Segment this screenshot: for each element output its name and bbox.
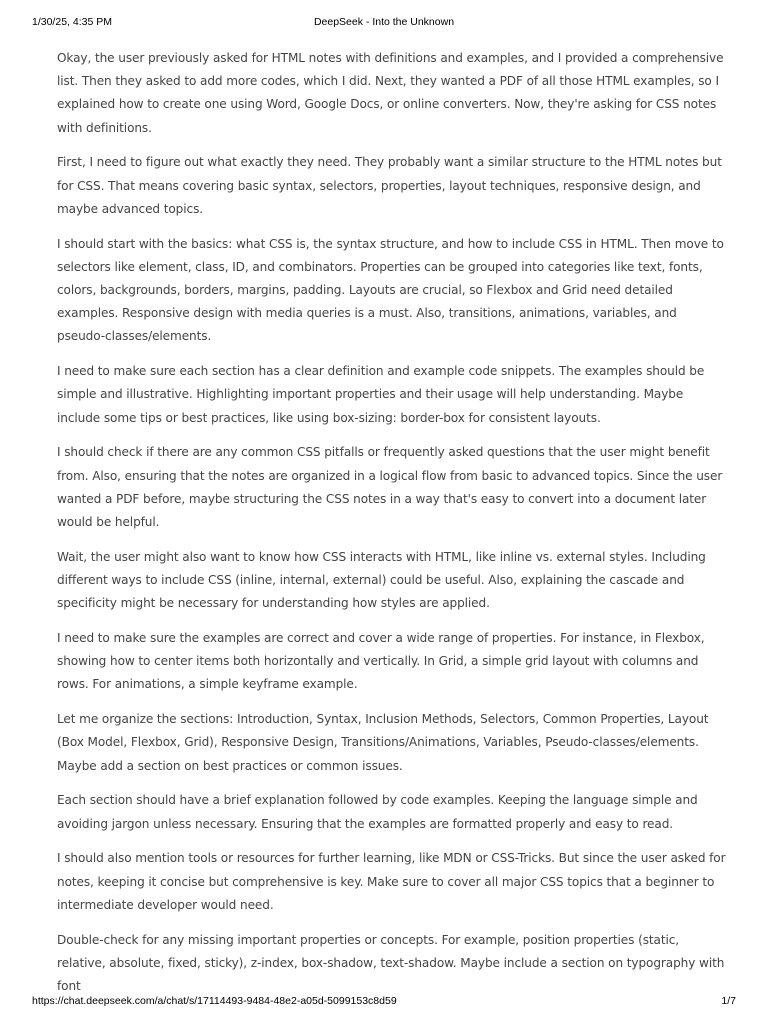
page-url: https://chat.deepseek.com/a/chat/s/17114493-9484-48e2-a05d-5099153c8d59 <box>32 995 397 1007</box>
paragraph: I need to make sure each section has a clear definition and example code snippets. The examples should be simple and illustrative. Highlighting important properties and their usage will help understanding. Maybe include some tips or best practices, like using box-sizing: border-box for consistent layouts. <box>57 364 705 425</box>
paragraph: I should start with the basics: what CSS is, the syntax structure, and how to include CSS in HTML. Then move to selectors like element, class, ID, and combinators. Properties can be grouped into categories like text, fonts, colors, backgrounds, borders, margins, padding. Layouts are crucial, so Flexbox and Grid need detailed examples. Responsive design with media queries is a must. Also, transitions, animations, variables, and pseudo-classes/elements. <box>57 236 724 344</box>
print-datetime: 1/30/25, 4:35 PM <box>32 16 112 28</box>
paragraph: I should also mention tools or resources for further learning, like MDN or CSS-Tricks. But since the user asked for notes, keeping it concise but comprehensive is key. Make sure to cover all major CSS topics that a beginner to intermediate developer would need. <box>57 851 726 912</box>
paragraph: Double-check for any missing important properties or concepts. For example, position properties (static, relative, absolute, fixed, sticky), z-index, box-shadow, text-shadow. Maybe include a section on typography with font <box>57 932 725 994</box>
paragraph: Let me organize the sections: Introduction, Syntax, Inclusion Methods, Selectors, Common Properties, Layout (Box Model, Flexbox, Grid), Responsive Design, Transitions/Animations, Variables, Pseudo-classes/elements. Maybe add a section on best practices or common issues. <box>57 712 709 773</box>
page-number: 1/7 <box>721 995 736 1007</box>
paragraph: First, I need to figure out what exactly they need. They probably want a similar structure to the HTML notes but for CSS. That means covering basic syntax, selectors, properties, layout techniques, responsive design, and maybe advanced topics. <box>57 155 722 216</box>
paragraph: I need to make sure the examples are correct and cover a wide range of properties. For instance, in Flexbox, showing how to center items both horizontally and vertically. In Grid, a simple grid layout with columns and rows. For animations, a simple keyframe example. <box>57 631 705 692</box>
paragraph: Okay, the user previously asked for HTML notes with definitions and examples, and I provided a comprehensive list. Then they asked to add more codes, which I did. Next, they wanted a PDF of all those HTML examples, so I explained how to create one using Word, Google Docs, or online converters. Now, they're asking for CSS notes with definitions. <box>57 51 724 135</box>
page-title: DeepSeek - Into the Unknown <box>313 16 455 28</box>
paragraph: Wait, the user might also want to know how CSS interacts with HTML, like inline vs. external styles. Including different ways to include CSS (inline, internal, external) could be useful. Also, explaining the cascade and specificity might be necessary for understanding how styles are applied. <box>57 549 706 611</box>
print-header <box>32 16 736 32</box>
print-footer <box>32 995 736 1011</box>
document-body <box>57 47 727 1010</box>
paragraph: Each section should have a brief explanation followed by code examples. Keeping the language simple and avoiding jargon unless necessary. Ensuring that the examples are formatted properly and easy to read. <box>57 793 698 831</box>
paragraph: I should check if there are any common CSS pitfalls or frequently asked questions that the user might benefit from. Also, ensuring that the notes are organized in a logical flow from basic to advanced topics. Since the user wanted a PDF before, maybe structuring the CSS notes in a way that's easy to convert into a document later would be helpful. <box>57 445 723 530</box>
